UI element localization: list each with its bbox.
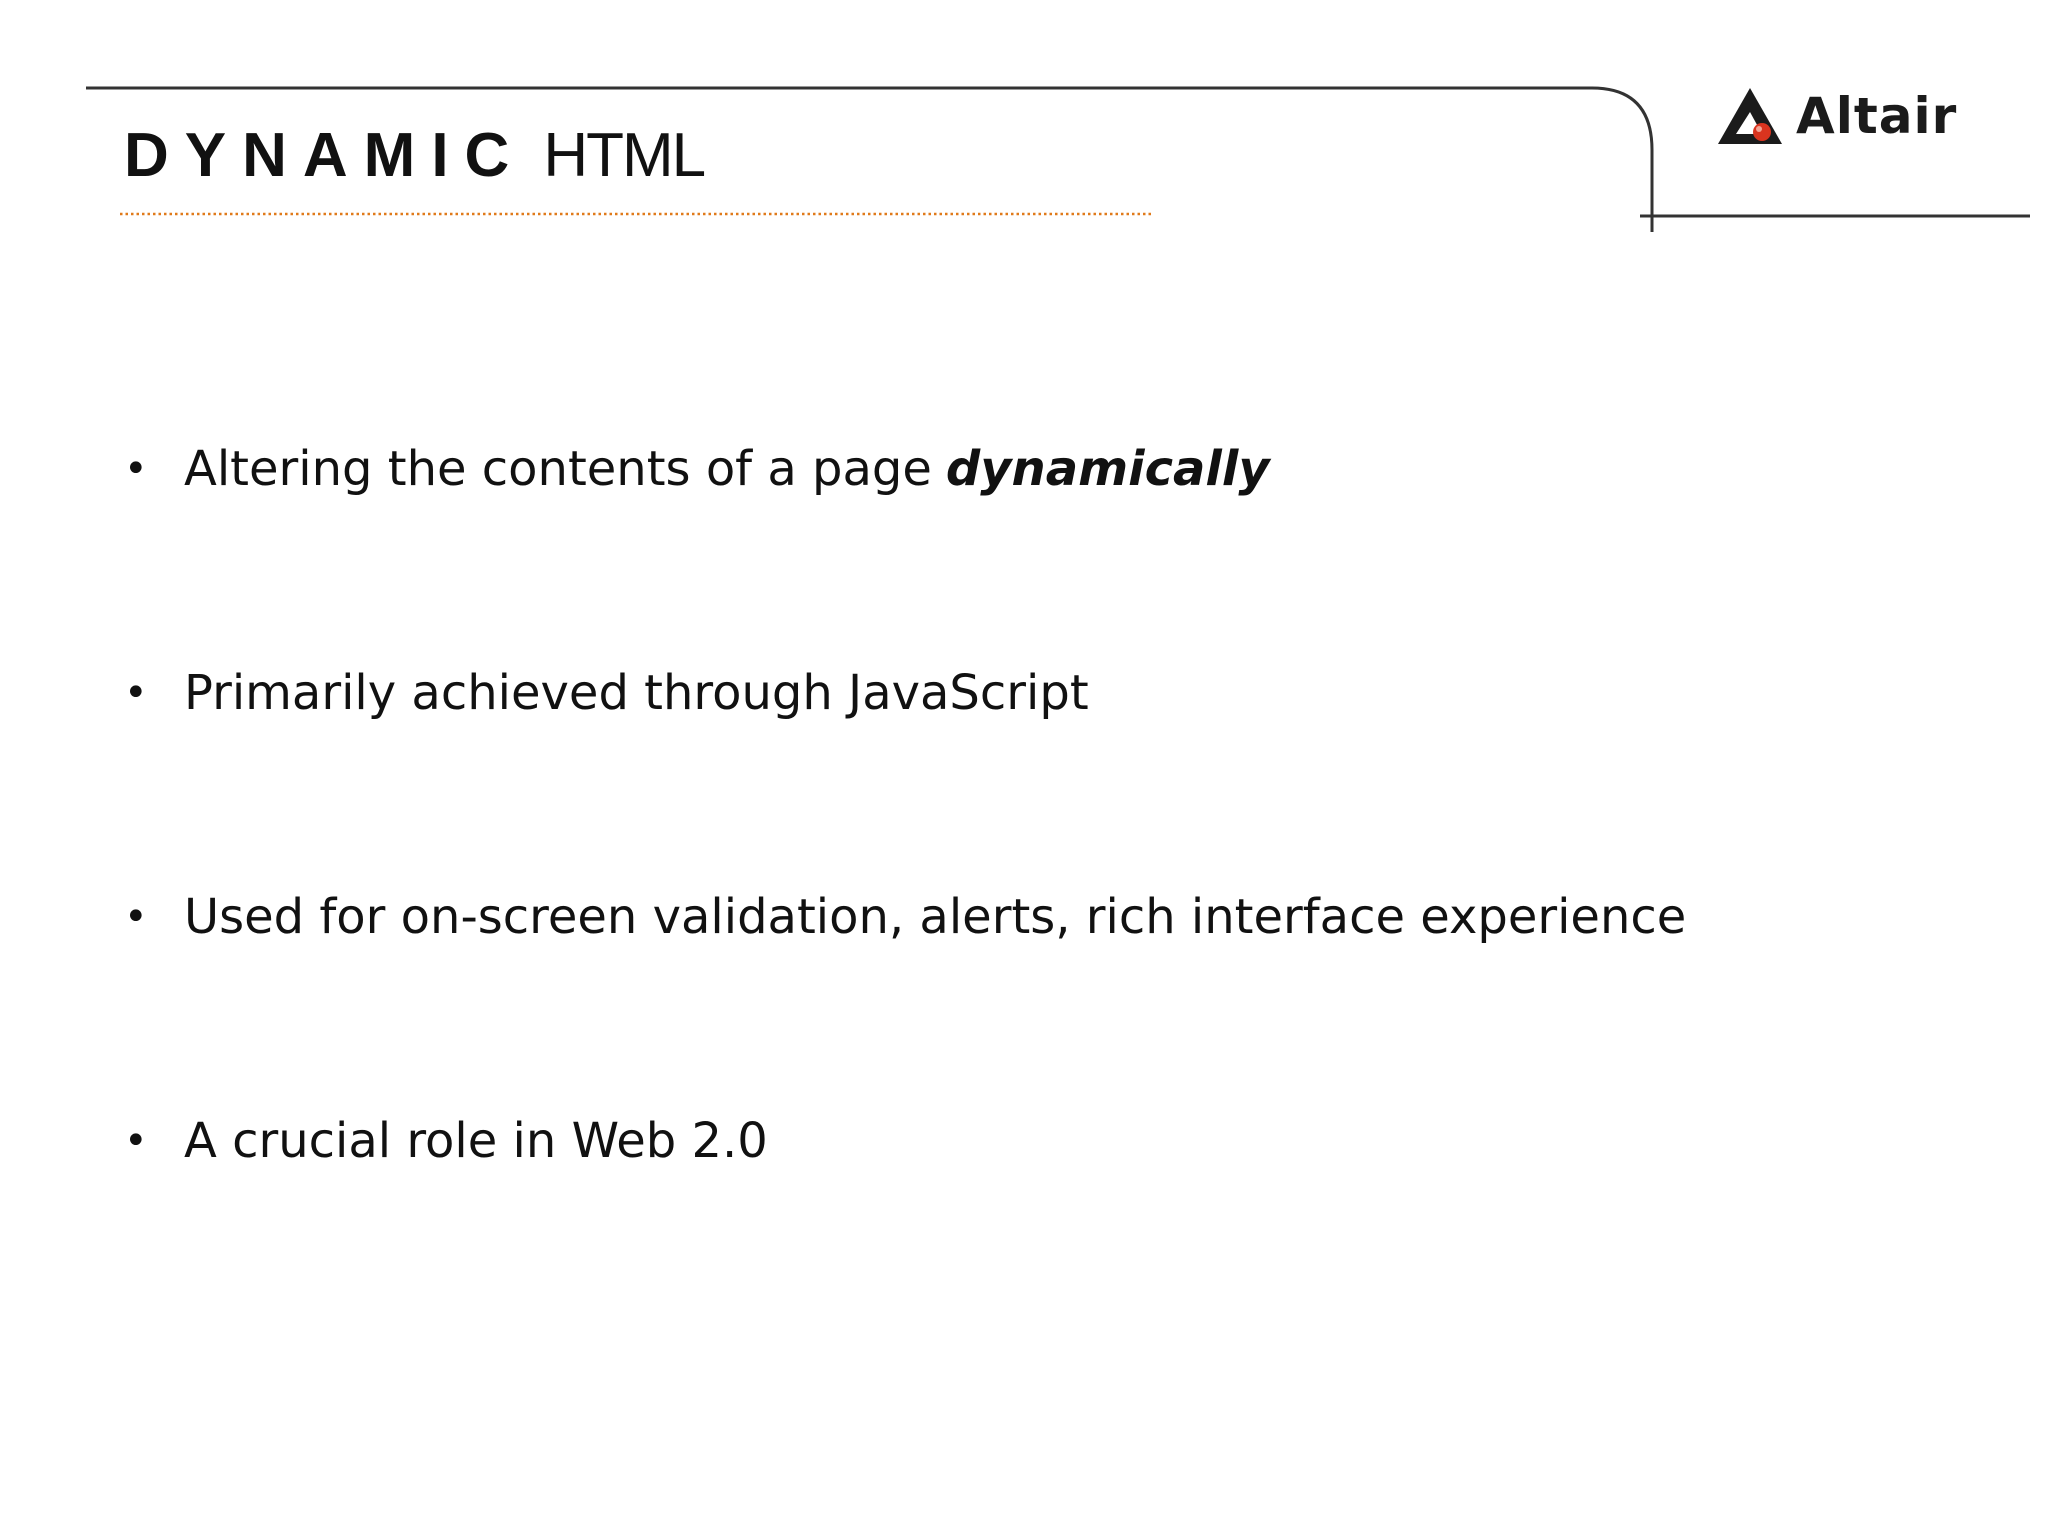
bullet-item <box>124 658 1089 728</box>
title-strong-word: DYNAMIC <box>124 121 526 190</box>
altair-logo <box>1716 84 1957 148</box>
bullet-item <box>124 882 1686 952</box>
bullet-item <box>124 1106 768 1176</box>
bullet-text: A crucial role in Web 2.0 <box>184 1113 768 1169</box>
bullet-text: Used for on-screen validation, alerts, rich interface experience <box>184 889 1687 945</box>
page-title <box>124 118 704 194</box>
bullet-dot: • <box>124 894 148 940</box>
bullet-item <box>124 434 1270 504</box>
bullet-dot: • <box>124 1118 148 1164</box>
bullet-dot: • <box>124 670 148 716</box>
bullet-text: Primarily achieved through JavaScript <box>184 665 1089 721</box>
logo-wordmark: Altair <box>1796 87 1958 145</box>
title-light-word: HTML <box>543 121 705 190</box>
bullet-emphasis-text: dynamically <box>945 441 1270 497</box>
altair-triangle-logo-icon <box>1716 86 1792 146</box>
bullet-dot: • <box>124 446 148 492</box>
bullet-text: Altering the contents of a page <box>184 441 932 497</box>
